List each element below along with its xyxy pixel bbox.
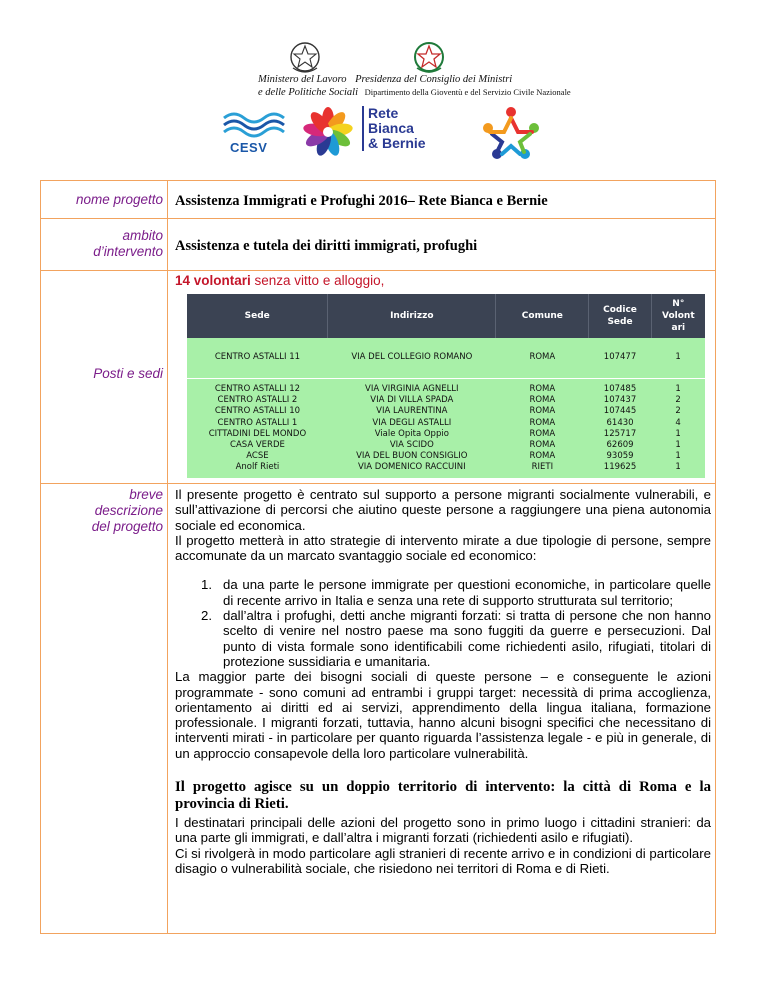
posti-sedi-label: Posti e sedi bbox=[41, 271, 168, 484]
table-row bbox=[187, 384, 705, 395]
nome-progetto-value bbox=[168, 181, 716, 219]
breve-descrizione-label bbox=[41, 484, 168, 934]
cell-codice: 125717 bbox=[589, 429, 651, 440]
list-item-text: da una parte le persone immigrate per questioni economiche, in particolare quelle di recente arrivo in Italia e senza una rete di supporto strutturata sul territorio; bbox=[223, 577, 711, 608]
cell-volontari: 2 bbox=[651, 406, 705, 417]
cell-sede: CENTRO ASTALLI 12 bbox=[187, 384, 328, 395]
header-codice-line2: Sede bbox=[607, 317, 633, 327]
description-territorio: Il progetto agisce su un doppio territorio di intervento: la città di Roma e la provincia di Rieti. bbox=[175, 779, 711, 813]
table-row bbox=[187, 338, 705, 378]
row-posti-sedi bbox=[41, 271, 716, 484]
header-volontari-line1: N° bbox=[672, 299, 685, 309]
cell-sede: CENTRO ASTALLI 10 bbox=[187, 406, 328, 417]
cell-codice: 62609 bbox=[589, 440, 651, 451]
description-destinatari: I destinatari principali delle azioni del progetto sono in primo luogo i cittadini stranieri: da una parte gli immigrati, e dall’altra i migranti forzati (richiedenti asilo e rifugiati). bbox=[175, 815, 711, 846]
table-row bbox=[187, 462, 705, 477]
row-ambito bbox=[41, 219, 716, 271]
cell-comune: ROMA bbox=[496, 429, 589, 440]
table-row bbox=[187, 406, 705, 417]
description-intro: Il presente progetto è centrato sul supporto a persone migranti socialmente vulnerabili, e sull’attivazione di percorsi che aiutino queste persone a raggiungere una piena autonomia sociale ed economica. bbox=[175, 487, 711, 533]
cell-comune: ROMA bbox=[496, 440, 589, 451]
header-n-volontari bbox=[651, 294, 705, 338]
table-row bbox=[187, 429, 705, 440]
header-volontari-line2: Volont bbox=[661, 311, 695, 321]
cell-sede: Anolf Rieti bbox=[187, 462, 328, 477]
department-line: Dipartimento della Gioventù e del Servizio Civile Nazionale bbox=[364, 87, 571, 97]
description-intro-2: Il progetto metterà in atto strategie di intervento mirate a due tipologie di persone, sempre accomunate da un marcato svantaggio sociale ed economico: bbox=[175, 532, 711, 564]
cell-volontari: 1 bbox=[651, 338, 705, 378]
cell-comune: ROMA bbox=[496, 338, 589, 378]
cell-comune: RIETI bbox=[496, 462, 589, 477]
cell-volontari: 1 bbox=[651, 384, 705, 395]
cell-indirizzo: VIA DEGLI ASTALLI bbox=[328, 418, 496, 429]
cell-comune: ROMA bbox=[496, 406, 589, 417]
table-row bbox=[187, 440, 705, 451]
cell-codice: 107485 bbox=[589, 384, 651, 395]
list-item bbox=[175, 608, 711, 669]
cell-sede: CENTRO ASTALLI 2 bbox=[187, 395, 328, 406]
breve-label-line1: breve bbox=[129, 487, 163, 502]
cell-indirizzo: VIA LAURENTINA bbox=[328, 406, 496, 417]
cell-indirizzo: Viale Opita Oppio bbox=[328, 429, 496, 440]
list-item-text: dall’altra i profughi, detti anche migranti forzati: si tratta di persone che non hanno scelto di venire nel nostro paese ma sono fuggiti da guerre e persecuzioni. Dal punto di vista formale sono identificabili come richiedenti asilo, rifugiati, titolari di protezione sussidiaria e umanitaria. bbox=[223, 608, 711, 669]
cell-codice: 107445 bbox=[589, 406, 651, 417]
target-groups-list bbox=[175, 577, 711, 669]
breve-label-line3: del progetto bbox=[91, 519, 163, 534]
ministry-line1: Ministero del Lavoro bbox=[258, 74, 347, 85]
cell-volontari: 1 bbox=[651, 429, 705, 440]
header-volontari-line3: ari bbox=[671, 323, 686, 333]
cell-volontari: 4 bbox=[651, 418, 705, 429]
ministry-line2: e delle Politiche Sociali bbox=[258, 87, 359, 98]
cell-codice: 107437 bbox=[589, 395, 651, 406]
cell-indirizzo: VIA VIRGINIA AGNELLI bbox=[328, 384, 496, 395]
project-name: Assistenza Immigrati e Profughi 2016– Rete Bianca e Bernie bbox=[175, 193, 548, 209]
sedi-header-row bbox=[187, 294, 705, 338]
cell-sede: CENTRO ASTALLI 11 bbox=[187, 338, 328, 378]
cell-comune: ROMA bbox=[496, 384, 589, 395]
volunteers-conditions: senza vitto e alloggio, bbox=[250, 273, 385, 288]
presidency-line: Presidenza del Consiglio dei Ministri bbox=[355, 74, 513, 85]
list-item-number: 2. bbox=[201, 608, 212, 624]
cell-indirizzo: VIA SCIDO bbox=[328, 440, 496, 451]
cell-codice: 93059 bbox=[589, 451, 651, 462]
cell-indirizzo: VIA DI VILLA SPADA bbox=[328, 395, 496, 406]
ambito-text: Assistenza e tutela dei diritti immigrati, profughi bbox=[175, 238, 478, 254]
cell-volontari: 2 bbox=[651, 395, 705, 406]
ambito-value bbox=[168, 219, 716, 271]
nome-progetto-label: nome progetto bbox=[41, 181, 168, 219]
ambito-label-line1: ambito bbox=[122, 228, 163, 243]
ambito-label bbox=[41, 219, 168, 271]
description-rivolgera: Ci si rivolgerà in modo particolare agli stranieri di recente arrivo e in condizioni di particolare disagio o vulnerabilità sociale, che risiedono nei territori di Roma e di Rieti. bbox=[175, 845, 711, 876]
table-row bbox=[187, 451, 705, 462]
cell-sede: ACSE bbox=[187, 451, 328, 462]
cell-codice: 119625 bbox=[589, 462, 651, 477]
cell-comune: ROMA bbox=[496, 395, 589, 406]
cell-indirizzo: VIA DEL BUON CONSIGLIO bbox=[328, 451, 496, 462]
breve-descrizione-value bbox=[168, 484, 716, 934]
breve-label-line2: descrizione bbox=[94, 503, 163, 518]
cell-volontari: 1 bbox=[651, 462, 705, 477]
cell-comune: ROMA bbox=[496, 418, 589, 429]
cell-sede: CENTRO ASTALLI 1 bbox=[187, 418, 328, 429]
cesv-waves-icon bbox=[220, 108, 290, 142]
sedi-table bbox=[187, 294, 705, 478]
italian-republic-emblem-icon bbox=[288, 38, 322, 76]
ministry-caption bbox=[258, 74, 678, 99]
cell-comune: ROMA bbox=[496, 451, 589, 462]
volunteers-line bbox=[175, 273, 711, 288]
ambito-label-line2: d’intervento bbox=[93, 244, 163, 259]
row-breve-descrizione bbox=[41, 484, 716, 934]
header-sede: Sede bbox=[187, 294, 328, 338]
rb-word-3: & Bernie bbox=[368, 135, 426, 151]
project-sheet bbox=[40, 180, 716, 934]
table-row bbox=[187, 395, 705, 406]
cell-indirizzo: VIA DEL COLLEGIO ROMANO bbox=[328, 338, 496, 378]
posti-sedi-value bbox=[168, 271, 716, 484]
servizio-civile-star-icon bbox=[478, 102, 544, 164]
header-codice-line1: Codice bbox=[603, 305, 637, 315]
volunteers-count: 14 volontari bbox=[175, 273, 251, 288]
cell-indirizzo: VIA DOMENICO RACCUINI bbox=[328, 462, 496, 477]
list-item bbox=[175, 577, 711, 608]
rb-word-1: Rete bbox=[368, 105, 399, 121]
table-row bbox=[187, 418, 705, 429]
cesv-logo bbox=[220, 108, 290, 158]
cell-codice: 107477 bbox=[589, 338, 651, 378]
cell-codice: 61430 bbox=[589, 418, 651, 429]
header-logos bbox=[0, 0, 768, 180]
cesv-label: CESV bbox=[230, 140, 268, 155]
cell-volontari: 1 bbox=[651, 451, 705, 462]
cell-sede: CASA VERDE bbox=[187, 440, 328, 451]
header-indirizzo: Indirizzo bbox=[328, 294, 496, 338]
rete-bianca-flower-icon bbox=[300, 104, 356, 160]
rb-word-2: Bianca bbox=[368, 120, 414, 136]
header-codice-sede bbox=[589, 294, 651, 338]
header-comune: Comune bbox=[496, 294, 589, 338]
cell-sede: CITTADINI DEL MONDO bbox=[187, 429, 328, 440]
list-item-number: 1. bbox=[201, 577, 212, 593]
row-nome-progetto bbox=[41, 181, 716, 219]
italian-republic-emblem-color-icon bbox=[412, 38, 446, 76]
description-bisogni: La maggior parte dei bisogni sociali di queste persone – e conseguente le azioni programmate - sono comuni ad entrambi i gruppi target: necessità di prima accoglienza, orientamento ai diritti ed ai servizi, apprendimento della lingua italiana, formazione professionale. I migranti forzati, tuttavia, hanno alcuni bisogni specifici che necessitano di interventi mirati - in particolare per quanto riguarda l’assistenza legale - e più in generale, di un approccio consapevole della loro particolare vulnerabilità. bbox=[175, 669, 711, 761]
cell-volontari: 1 bbox=[651, 440, 705, 451]
rete-bianca-wordmark bbox=[362, 106, 426, 151]
